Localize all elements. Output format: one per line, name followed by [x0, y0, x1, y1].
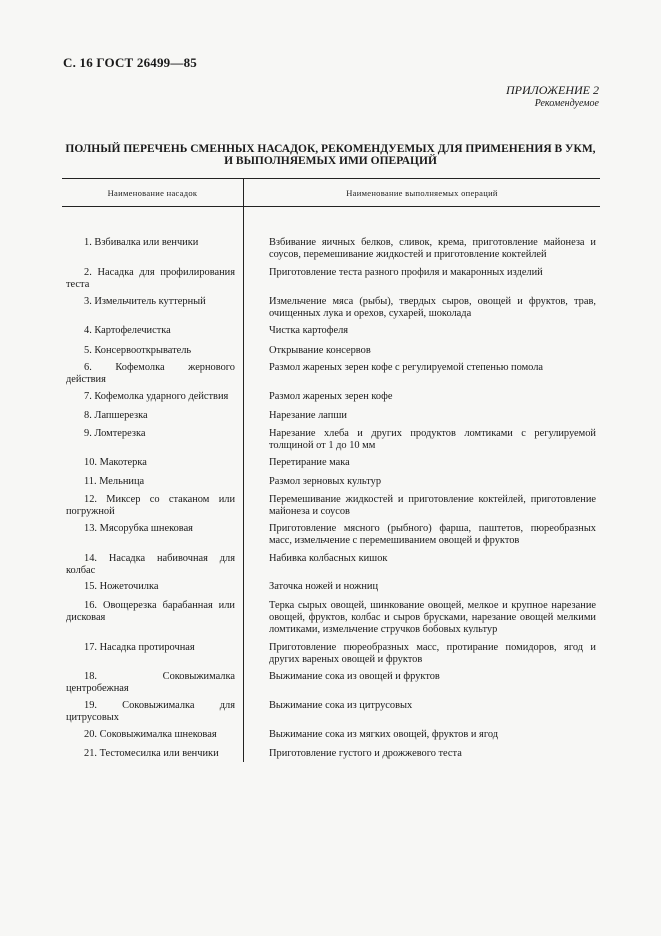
attachment-name-cell — [62, 267, 243, 291]
table-row — [62, 410, 600, 422]
attachment-name: 12. Миксер со стаканом или погружной — [66, 494, 235, 517]
attachment-name-cell — [62, 494, 243, 518]
table-row — [62, 729, 600, 741]
attachment-name: 14. Насадка набивочная для колбас — [66, 553, 235, 576]
table-row — [62, 494, 600, 518]
column-header-operations: Наименование выполняемых операций — [346, 187, 498, 198]
attachment-name: 18. Соковыжималка центробежная — [66, 671, 235, 694]
table-row — [62, 553, 600, 577]
attachment-name: 6. Кофемолка жернового действия — [66, 362, 235, 385]
page-header: С. 16 ГОСТ 26499—85 — [63, 55, 197, 70]
operation-description: Открывание консервов — [269, 345, 371, 356]
column-header-attachments: Наименование насадок — [62, 179, 244, 206]
attachment-name-cell — [62, 237, 243, 261]
operation-description: Перетирание мака — [269, 457, 350, 468]
attachment-name-cell — [62, 457, 243, 469]
appendix-title: ПРИЛОЖЕНИЕ 2 — [506, 83, 599, 97]
table-row — [62, 476, 600, 488]
table-row — [62, 362, 600, 386]
attachment-name-cell — [62, 476, 243, 488]
appendix-subtitle: Рекомендуемое — [534, 97, 599, 109]
attachment-name: 3. Измельчитель куттерный — [84, 296, 206, 307]
operation-description: Приготовление теста разного профиля и макаронных изделий — [269, 267, 543, 278]
attachment-name: 7. Кофемолка ударного действия — [84, 391, 229, 402]
operation-description: Набивка колбасных кишок — [269, 553, 388, 564]
attachment-name: 5. Консервооткрыватель — [84, 345, 192, 356]
operation-description: Размол зерновых культур — [269, 476, 382, 487]
document-title-line-1: ПОЛНЫЙ ПЕРЕЧЕНЬ СМЕННЫХ НАСАДОК, РЕКОМЕНДУЕМЫХ ДЛЯ ПРИМЕНЕНИЯ В УКМ, — [65, 143, 596, 155]
table-row — [62, 237, 600, 261]
attachment-name: 2. Насадка для профилирования теста — [66, 267, 235, 290]
table-row — [62, 457, 600, 469]
table-row — [62, 267, 600, 291]
attachment-name-cell — [62, 345, 243, 357]
operation-description: Выжимание сока из овощей и фруктов — [269, 671, 440, 682]
attachment-name: 11. Мельница — [84, 476, 145, 487]
table-row — [62, 391, 600, 403]
attachment-name-cell — [62, 700, 243, 724]
operation-description: Чистка картофеля — [269, 325, 349, 336]
table-row — [62, 325, 600, 337]
operation-description: Нарезание хлеба и других продуктов ломтиками с регулируемой толщиной от 1 до 10 мм — [269, 428, 596, 451]
attachment-name: 4. Картофелечистка — [84, 325, 171, 336]
attachment-name-cell — [62, 600, 243, 636]
operation-description: Приготовление мясного (рыбного) фарша, паштетов, пюреобразных масс, измельчение с перемешиванием овощей и фруктов — [269, 523, 596, 546]
table-row — [62, 428, 600, 452]
table-row — [62, 523, 600, 547]
table-row — [62, 700, 600, 724]
table-row — [62, 296, 600, 320]
attachment-name: 16. Овощерезка барабанная или дисковая — [66, 600, 235, 623]
operation-description: Перемешивание жидкостей и приготовление коктейлей, приготовление майонеза и соусов — [269, 494, 596, 517]
operation-description: Нарезание лапши — [269, 410, 347, 421]
operation-description: Измельчение мяса (рыбы), твердых сыров, овощей и фруктов, трав, очищенных лука и орехов, сухарей, шоколада — [269, 296, 596, 319]
table-row — [62, 600, 600, 636]
document-title — [60, 143, 601, 167]
attachment-name: 20. Соковыжималка шнековая — [84, 729, 217, 740]
attachment-name-cell — [62, 523, 243, 547]
document-title-line-2: И ВЫПОЛНЯЕМЫХ ИМИ ОПЕРАЦИЙ — [224, 155, 437, 167]
attachment-name-cell — [62, 296, 243, 320]
operation-description: Размол жареных зерен кофе — [269, 391, 393, 402]
operation-description: Взбивание яичных белков, сливок, крема, приготовление майонеза и соусов, перемешивание жидкостей и приготовление коктейлей — [269, 237, 596, 260]
attachment-name-cell — [62, 428, 243, 452]
attachment-name: 21. Тестомесилка или венчики — [84, 748, 219, 759]
table-header — [62, 179, 600, 207]
attachment-name-cell — [62, 362, 243, 386]
operation-description: Выжимание сока из мягких овощей, фруктов и ягод — [269, 729, 499, 740]
operation-description: Приготовление пюреобразных масс, протирание помидоров, ягод и других вареных овощей и фруктов — [269, 642, 596, 665]
table-row — [62, 642, 600, 666]
attachment-name-cell — [62, 410, 243, 422]
table-row — [62, 345, 600, 357]
attachment-name-cell — [62, 391, 243, 403]
attachment-name: 17. Насадка протирочная — [84, 642, 195, 653]
attachment-name-cell — [62, 748, 243, 760]
attachment-name-cell — [62, 642, 243, 666]
operation-description: Терка сырых овощей, шинкование овощей, мелкое и крупное нарезание овощей, фруктов, колбас и сыров брусками, нарезание овощей мелкими ломтиками, измельчение стручков бобовых культур — [269, 600, 596, 635]
operation-description: Приготовление густого и дрожжевого теста — [269, 748, 462, 759]
attachment-name: 1. Взбивалка или венчики — [84, 237, 199, 248]
attachment-name-cell — [62, 553, 243, 577]
attachment-name-cell — [62, 325, 243, 337]
attachment-name-cell — [62, 671, 243, 695]
attachments-table — [62, 178, 600, 759]
table-row — [62, 748, 600, 760]
attachment-name-cell — [62, 729, 243, 741]
attachment-name: 13. Мясорубка шнековая — [84, 523, 193, 534]
appendix-label — [506, 84, 599, 109]
table-row — [62, 671, 600, 695]
attachment-name: 10. Макотерка — [84, 457, 147, 468]
table-row — [62, 581, 600, 593]
operation-description: Заточка ножей и ножниц — [269, 581, 379, 592]
operation-description: Размол жареных зерен кофе с регулируемой степенью помола — [269, 362, 544, 373]
attachment-name: 15. Ножеточилка — [84, 581, 159, 592]
attachment-name-cell — [62, 581, 243, 593]
attachment-name: 9. Ломтерезка — [84, 428, 146, 439]
attachment-name: 19. Соковыжималка для цитрусовых — [66, 700, 235, 723]
attachment-name: 8. Лапшерезка — [84, 410, 148, 421]
operation-description: Выжимание сока из цитрусовых — [269, 700, 413, 711]
